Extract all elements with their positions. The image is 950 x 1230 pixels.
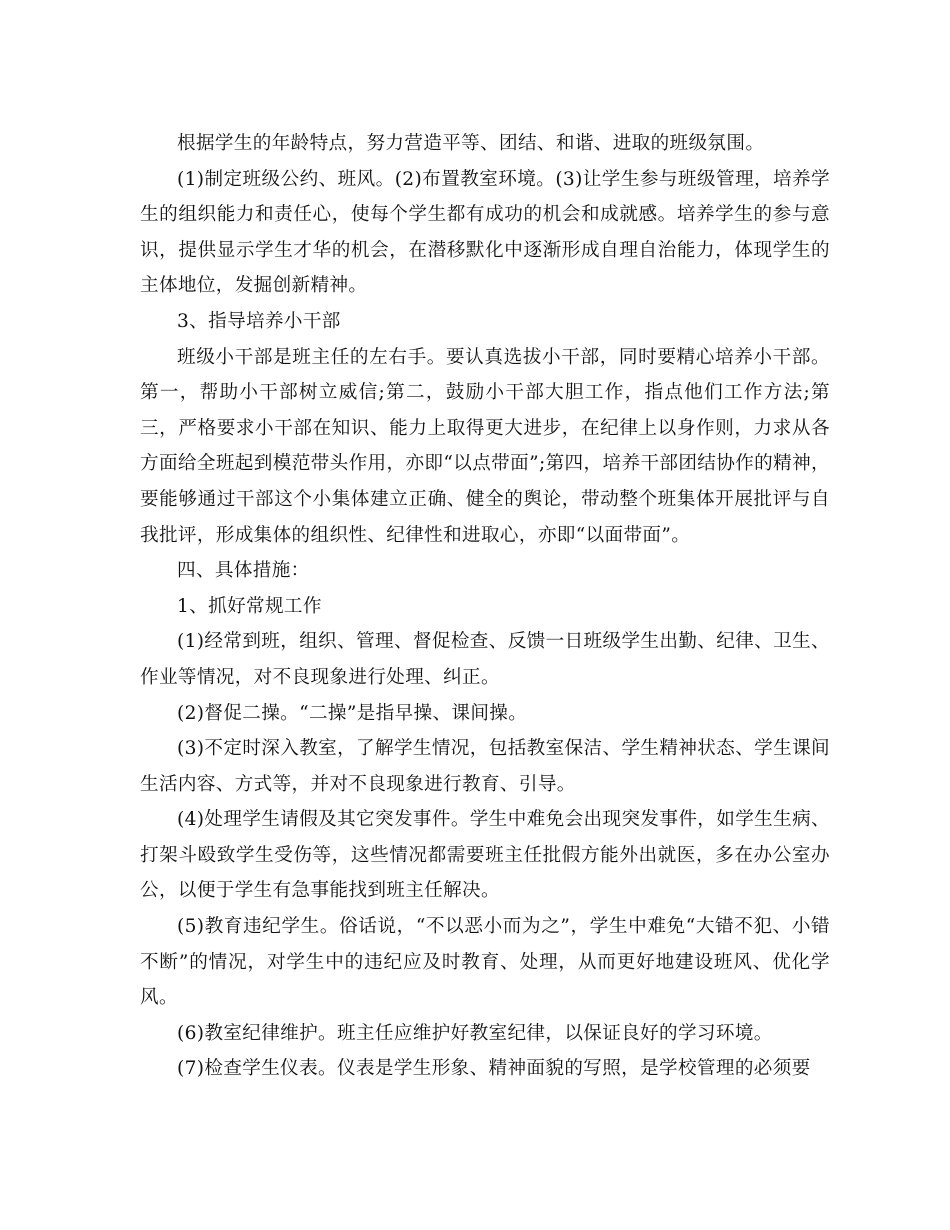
paragraph-class-atmosphere: 根据学生的年龄特点，努力营造平等、团结、和谐、进取的班级氛围。: [177, 133, 765, 154]
heading-routine-work: 1、抓好常规工作: [177, 595, 322, 617]
paragraph-item-4: (4)处理学生请假及其它突发事件。学生中难免会出现突发事件，如学生生病、打架斗殴致学生受伤等，这些情况都需要班主任批假方能外出就医，多在办公室办公，以便于学生有急事能找到班主任解决。: [140, 809, 830, 902]
paragraph-item-6: (6)教室纪律维护。班主任应维护好教室纪律，以保证良好的学习环境。: [177, 1022, 773, 1044]
paragraph-item-2: (2)督促二操。“二操”是指早操、课间操。: [177, 702, 528, 724]
paragraph-class-rules: (1)制定班级公约、班风。(2)布置教室环境。(3)让学生参与班级管理，培养学生的组织能力和责任心，使每个学生都有成功的机会和成就感。培养学生的参与意识，提供显示学生才华的机会，在潜移默化中逐渐形成自理自治能力，体现学生的主体地位，发掘创新精神。: [140, 168, 830, 297]
paragraph-class-cadres: 班级小干部是班主任的左右手。要认真选拔小干部，同时要精心培养小干部。第一，帮助小干部树立威信;第二，鼓励小干部大胆工作，指点他们工作方法;第三，严格要求小干部在知识、能力上取得更大进步，在纪律上以身作则，力求从各方面给全班起到模范带头作用，亦即“以点带面”;第四，培养干部团结协作的精神，要能够通过干部这个小集体建立正确、健全的舆论，带动整个班集体开展批评与自我批评，形成集体的组织性、纪律性和进取心，亦即“以面带面”。: [140, 346, 830, 546]
paragraph-item-1: (1)经常到班，组织、管理、督促检查、反馈一日班级学生出勤、纪律、卫生、作业等情况，对不良现象进行处理、纠正。: [140, 631, 830, 688]
document-body: [140, 126, 830, 1087]
heading-train-cadres: 3、指导培养小干部: [177, 310, 341, 332]
paragraph-item-3: (3)不定时深入教室，了解学生情况，包括教室保洁、学生精神状态、学生课间生活内容、方式等，并对不良现象进行教育、引导。: [140, 738, 830, 795]
paragraph-item-7: (7)检查学生仪表。仪表是学生形象、精神面貌的写照，是学校管理的必须要: [177, 1058, 811, 1080]
paragraph-item-5: (5)教育违纪学生。俗话说，“不以恶小而为之”，学生中难免“大错不犯、小错不断”的情况，对学生中的违纪应及时教育、处理，从而更好地建设班风、优化学风。: [140, 916, 830, 1009]
heading-specific-measures: 四、具体措施：: [177, 560, 310, 582]
